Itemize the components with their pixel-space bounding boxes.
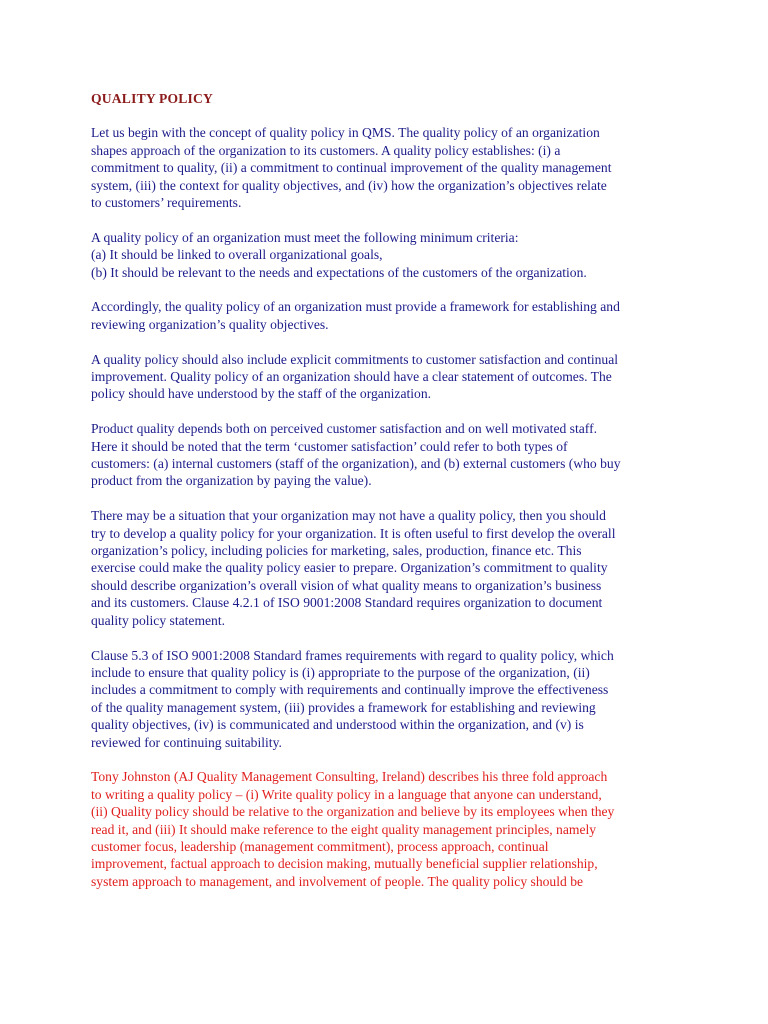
- paragraph-line: customers: (a) internal customers (staff of the organization), and (b) external customers (who buy: [91, 456, 621, 472]
- paragraph-line: improvement. Quality policy of an organization should have a clear statement of outcomes. The: [91, 369, 612, 385]
- paragraph: [91, 298, 681, 333]
- paragraph: [91, 507, 681, 629]
- paragraph-line: policy should have understood by the staff of the organization.: [91, 386, 432, 402]
- paragraph-line: quality objectives, (iv) is communicated and understood within the organization, and (v) is: [91, 717, 584, 733]
- paragraph-line: Accordingly, the quality policy of an organization must provide a framework for establishing and: [91, 299, 620, 315]
- paragraph-line: exercise could make the quality policy easier to prepare. Organization’s commitment to quality: [91, 560, 608, 576]
- document-heading: QUALITY POLICY: [91, 91, 214, 106]
- paragraph-line: A quality policy of an organization must meet the following minimum criteria:: [91, 229, 519, 245]
- paragraph-line: product from the organization by paying the value).: [91, 473, 372, 489]
- paragraph-line: Let us begin with the concept of quality policy in QMS. The quality policy of an organization: [91, 125, 600, 141]
- document-page: [91, 90, 681, 908]
- paragraph-line: (a) It should be linked to overall organizational goals,: [91, 247, 383, 263]
- paragraph-line: include to ensure that quality policy is (i) appropriate to the purpose of the organization, (ii): [91, 664, 590, 680]
- paragraph: [91, 229, 681, 281]
- paragraph-line: read it, and (iii) It should make reference to the eight quality management principles, namely: [91, 821, 597, 837]
- paragraph-line: system, (iii) the context for quality objectives, and (iv) how the organization’s objectives relate: [91, 177, 607, 193]
- paragraph: [91, 647, 681, 751]
- paragraph-line: reviewed for continuing suitability.: [91, 734, 282, 750]
- paragraph-line: Product quality depends both on perceived customer satisfaction and on well motivated staff.: [91, 421, 597, 437]
- paragraph-line: try to develop a quality policy for your organization. It is often useful to first develop the overall: [91, 525, 616, 541]
- paragraph-line: to customers’ requirements.: [91, 195, 242, 211]
- paragraph: [91, 351, 681, 403]
- paragraph-line: Clause 5.3 of ISO 9001:2008 Standard frames requirements with regard to quality policy, which: [91, 647, 614, 663]
- paragraph-line: reviewing organization’s quality objectives.: [91, 316, 329, 332]
- paragraph-line: (b) It should be relevant to the needs and expectations of the customers of the organization.: [91, 264, 587, 280]
- paragraph-line: commitment to quality, (ii) a commitment to continual improvement of the quality management: [91, 160, 612, 176]
- paragraph-line: organization’s policy, including policies for marketing, sales, production, finance etc. This: [91, 543, 582, 559]
- paragraph: [91, 124, 681, 211]
- paragraph-line: and its customers. Clause 4.2.1 of ISO 9001:2008 Standard requires organization to document: [91, 595, 603, 611]
- paragraph: [91, 768, 681, 890]
- paragraph-line: (ii) Quality policy should be relative to the organization and believe by its employees when they: [91, 804, 615, 820]
- document-body: [91, 124, 681, 890]
- paragraph-line: A quality policy should also include explicit commitments to customer satisfaction and continual: [91, 351, 619, 367]
- paragraph-line: system approach to management, and involvement of people. The quality policy should be: [91, 873, 584, 889]
- paragraph-line: should describe organization’s overall vision of what quality means to organization’s business: [91, 577, 602, 593]
- paragraph-line: shapes approach of the organization to its customers. A quality policy establishes: (i) a: [91, 142, 561, 158]
- paragraph-line: to writing a quality policy – (i) Write quality policy in a language that anyone can understand,: [91, 786, 602, 802]
- paragraph-line: Tony Johnston (AJ Quality Management Consulting, Ireland) describes his three fold approach: [91, 769, 608, 785]
- paragraph-line: customer focus, leadership (management commitment), process approach, continual: [91, 838, 549, 854]
- paragraph-line: Here it should be noted that the term ‘customer satisfaction’ could refer to both types of: [91, 438, 568, 454]
- paragraph-line: of the quality management system, (iii) provides a framework for establishing and reviewing: [91, 699, 596, 715]
- paragraph-line: quality policy statement.: [91, 612, 226, 628]
- paragraph-line: includes a commitment to comply with requirements and continually improve the effectiveness: [91, 682, 609, 698]
- paragraph-line: There may be a situation that your organization may not have a quality policy, then you should: [91, 508, 606, 524]
- paragraph-line: improvement, factual approach to decision making, mutually beneficial supplier relationship,: [91, 856, 598, 872]
- paragraph: [91, 420, 681, 490]
